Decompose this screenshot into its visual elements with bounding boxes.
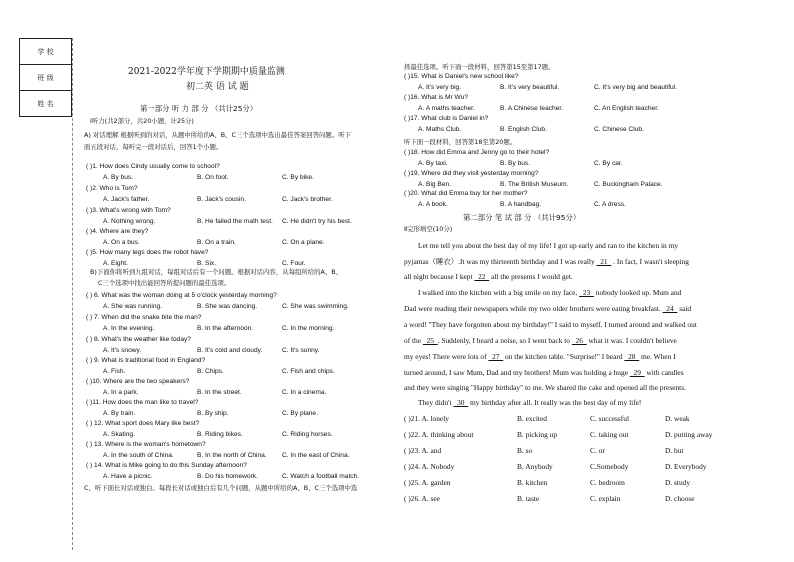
option-b: B. picking up xyxy=(517,430,558,439)
passage-text: what it was. I couldn't believe xyxy=(586,336,677,345)
option-a: A. In a park. xyxy=(103,389,139,396)
option-a: A. It's very big. xyxy=(418,84,462,91)
option-c: C. explain xyxy=(590,494,621,503)
blank-27[interactable]: 27 xyxy=(488,352,504,361)
part1-heading: 第一部分 听 力 部 分 （共计25分） xyxy=(140,104,258,113)
option-a: A. She was running. xyxy=(103,303,163,310)
instruction-b-line1: B)下面你将听到九组对话，每组对话后有一个问题。根据对话内容，从每组所给的A、B、 xyxy=(90,268,343,276)
option-b: B. so xyxy=(517,446,533,455)
option-b: B. By bus. xyxy=(500,160,531,167)
option-b: B. On a train. xyxy=(197,239,236,246)
passage-text: I walked into the kitchen with a big smile on my face, xyxy=(418,288,580,297)
blank-29[interactable]: 29 xyxy=(629,368,645,377)
option-a: A. Nothing wrong. xyxy=(103,218,156,225)
cloze-question-26: ( )26. A. see xyxy=(404,494,440,503)
option-a: A. Fish. xyxy=(103,368,126,375)
question-9: ( ) 9. What is traditional food in England? xyxy=(86,357,206,364)
option-b: B. Anybody xyxy=(517,462,553,471)
option-c: C. In a cinema. xyxy=(282,389,327,396)
option-c: C. By car. xyxy=(594,160,623,167)
blank-22[interactable]: 22 xyxy=(474,272,490,281)
option-c: C. By plane. xyxy=(282,410,318,417)
option-b: B. A Chinese teacher. xyxy=(500,105,564,112)
option-d: D. choose xyxy=(665,494,695,503)
cloze-question-21: ( )21. A. lonely xyxy=(404,414,449,423)
question-15: ( )15. What is Daniel's new school like? xyxy=(404,73,519,80)
option-c: C. taking out xyxy=(590,430,629,439)
question-18: ( )18. How did Emma and Jenny go to their hotel? xyxy=(404,149,550,156)
option-b: B. In the north of China. xyxy=(197,452,267,459)
option-d: D. Everybody xyxy=(665,462,707,471)
option-b: B. By ship. xyxy=(197,410,229,417)
option-c: C. Chinese Club. xyxy=(594,126,644,133)
question-12: ( ) 12. What sport does Mary like best? xyxy=(86,420,200,427)
passage-text: all the presents I would get. xyxy=(489,272,573,281)
option-a: A. By bus. xyxy=(103,174,134,181)
passage-line xyxy=(418,288,681,297)
option-b: B. He failed the math test. xyxy=(197,218,273,225)
option-a: A. Maths Club. xyxy=(418,126,462,133)
option-a: A. By taxi. xyxy=(418,160,448,167)
option-b: B. Six. xyxy=(197,260,217,267)
instruction-a-line1: A) 对话理解 根据听到的对话，从题中所给的A、B、C三个选项中选出最佳答案回答问题。听下 xyxy=(84,131,351,139)
option-d: D. weak xyxy=(665,414,690,423)
passage-text: nobody looked up. Mum and xyxy=(593,288,682,297)
passage-text: They didn't xyxy=(418,398,454,407)
passage-line xyxy=(404,352,676,361)
passage-text: said xyxy=(677,304,692,313)
passage-text: my birthday after all. It really was the best day of my life! xyxy=(468,398,642,407)
option-a: A. On a bus. xyxy=(103,239,140,246)
question-16: ( )16. What is Mr Wu? xyxy=(404,94,468,101)
option-c: C. Buckingham Palace. xyxy=(594,181,663,188)
listening-intro-18-20: 听下面一段材料，回答第18至第20题。 xyxy=(404,138,517,146)
school-label: 学 校 xyxy=(20,39,72,65)
option-a: A. In the evening. xyxy=(103,325,155,332)
blank-24[interactable]: 24 xyxy=(662,304,678,313)
passage-line xyxy=(404,272,573,281)
option-b: B. Do his homework. xyxy=(197,473,258,480)
cloze-heading: Ⅱ完形填空(10分) xyxy=(404,225,453,233)
question-10: ( )10. Where are the two speakers? xyxy=(86,378,190,385)
option-a: A. Big Ben. xyxy=(418,181,451,188)
exam-title: 2021-2022学年度下学期期中质量监测 xyxy=(128,67,285,77)
option-b: B. In the street. xyxy=(197,389,242,396)
passage-line xyxy=(404,383,686,392)
option-b: B. Chips. xyxy=(197,368,224,375)
option-c: C. A dress. xyxy=(594,201,626,208)
section1-title: Ⅰ听力(共2部分，共20小题，计25分) xyxy=(90,117,194,125)
passage-line xyxy=(418,398,641,407)
option-c: C. In the morning. xyxy=(282,325,335,332)
question-20: ( )20. What did Emma buy for her mother? xyxy=(404,190,528,197)
option-c: C. On a plane. xyxy=(282,239,325,246)
option-c: C. In the east of China. xyxy=(282,452,350,459)
question-6: ( ) 6. What was the woman doing at 5 o'clock yesterday morning? xyxy=(86,292,277,299)
option-c: C. It's very big and beautiful. xyxy=(594,84,677,91)
binding-line xyxy=(72,38,74,550)
option-c: C. By bike. xyxy=(282,174,314,181)
option-c: C. It's sunny. xyxy=(282,347,320,354)
question-2: ( )2. Who is Tom? xyxy=(86,185,138,192)
blank-30[interactable]: 30 xyxy=(453,398,469,407)
question-7: ( ) 7. When did the snake bite the man? xyxy=(86,314,202,321)
passage-text: and they were singing "Happy birthday" to me. We shared the cake and opened all the presents. xyxy=(404,383,686,392)
option-d: D. putting away xyxy=(665,430,713,439)
option-a: A. A book. xyxy=(418,201,448,208)
option-b: B. Jack's cousin. xyxy=(197,196,246,203)
student-info-table xyxy=(19,38,72,117)
option-b: B. She was dancing. xyxy=(197,303,258,310)
question-17: ( )17. What club is Daniel in? xyxy=(404,115,489,122)
passage-line xyxy=(404,368,684,377)
passage-text: . In fact, I wasn't sleeping xyxy=(611,257,689,266)
name-label: 姓 名 xyxy=(20,91,72,117)
passage-text: my eyes! There were lots of xyxy=(404,352,489,361)
option-c: C. He didn't try his best. xyxy=(282,218,352,225)
option-a: A. It's snowy. xyxy=(103,347,142,354)
option-a: A. Jack's father. xyxy=(103,196,150,203)
option-c: C. Riding horses. xyxy=(282,431,333,438)
question-13: ( ) 13. Where is the woman's hometown? xyxy=(86,441,206,448)
blank-25[interactable]: 25 xyxy=(422,336,438,345)
blank-28[interactable]: 28 xyxy=(624,352,640,361)
question-8: ( ) 8. What's the weather like today? xyxy=(86,336,191,343)
passage-line xyxy=(404,320,697,329)
passage-text: of the xyxy=(404,336,423,345)
option-b: B. In the afternoon. xyxy=(197,325,254,332)
option-c: C. An English teacher. xyxy=(594,105,659,112)
question-5: ( )5. How many legs does the robot have? xyxy=(86,249,209,256)
passage-text: . Suddenly, I heard a noise, so I went back to xyxy=(437,336,572,345)
option-c: C. Four. xyxy=(282,260,306,267)
blank-26[interactable]: 26 xyxy=(571,336,587,345)
part2-heading: 第二部分 笔 试 部 分 （共计95分） xyxy=(463,213,581,222)
option-a: A. Skating. xyxy=(103,431,135,438)
instruction-b-line2: C三个选项中找出能回答所提问题的最佳选项。 xyxy=(98,279,231,287)
question-4: ( )4. Where are they? xyxy=(86,228,149,235)
option-c: C. bedroom xyxy=(590,478,625,487)
option-b: B. It's very beautiful. xyxy=(500,84,560,91)
passage-text: turned around, I saw Mum, Dad and my brothers! Mum was holding a huge xyxy=(404,368,630,377)
question-11: ( )11. How does the man like to travel? xyxy=(86,399,199,406)
listening-intro-15-17: 择最佳选项。听下面一段材料，回答第15至第17题。 xyxy=(404,63,555,71)
passage-text: me. When I xyxy=(639,352,676,361)
option-b: B. kitchen xyxy=(517,478,548,487)
cloze-question-24: ( )24. A. Nobody xyxy=(404,462,455,471)
cloze-question-22: ( )22. A. thinking about xyxy=(404,430,474,439)
passage-text: Let me tell you about the best day of my life! I got up early and ran to the kitchen in my xyxy=(418,241,679,250)
question-19: ( )19. Where did they visit yesterday morning? xyxy=(404,170,539,177)
question-14: ( ) 14. What is Mike going to do this Sunday afternoon? xyxy=(86,462,247,469)
instruction-a-line2: 面五段对话，每听完一段对话后，回答1个小题。 xyxy=(84,143,223,151)
passage-text: all night because I kept xyxy=(404,272,475,281)
option-a: A. A maths teacher. xyxy=(418,105,475,112)
option-b: B. English Club. xyxy=(500,126,547,133)
option-c: C. successful xyxy=(590,414,629,423)
cloze-question-23: ( )23. A. and xyxy=(404,446,442,455)
option-d: D. study xyxy=(665,478,691,487)
option-a: A. In the south of China. xyxy=(103,452,174,459)
option-c: C. Fish and chips. xyxy=(282,368,335,375)
option-b: B. Riding bikes. xyxy=(197,431,243,438)
passage-line xyxy=(404,257,689,266)
passage-line xyxy=(418,241,678,250)
blank-23[interactable]: 23 xyxy=(579,288,594,297)
option-b: B. A handbag. xyxy=(500,201,542,208)
option-c: C. Jack's brother. xyxy=(282,196,333,203)
option-b: B. The British Museum. xyxy=(500,181,569,188)
passage-text: Dad were reading their newspapers while my two older brothers were eating breakfast. xyxy=(404,304,663,313)
passage-text: pyjamas（睡衣）.It was my thirteenth birthday and I was really xyxy=(404,257,597,266)
passage-line xyxy=(404,304,691,313)
question-1: ( )1. How does Cindy usually come to school? xyxy=(86,163,220,170)
exam-subtitle: 初二英 语 试 题 xyxy=(186,82,249,92)
passage-line xyxy=(404,336,677,345)
passage-text: a word! "They have forgotten about my birthday!" I said to myself. I turned around and walked out xyxy=(404,320,697,329)
option-c: C. or xyxy=(590,446,605,455)
option-a: A. Have a picnic. xyxy=(103,473,153,480)
passage-text: with candles xyxy=(644,368,684,377)
option-a: A. By train. xyxy=(103,410,136,417)
instruction-c: C、听下面长对话或独白。每段长对话或独白后有几个问题，从题中所给的A、B、C三个选项中选 xyxy=(84,484,358,492)
option-b: B. It's cold and cloudy. xyxy=(197,347,263,354)
blank-21[interactable]: 21 xyxy=(596,257,612,266)
option-a: A. Eight. xyxy=(103,260,128,267)
cloze-question-25: ( )25. A. garden xyxy=(404,478,451,487)
option-c: C. Watch a football match. xyxy=(282,473,360,480)
question-3: ( )3. What's wrong with Tom? xyxy=(86,207,171,214)
option-b: B. excited xyxy=(517,414,547,423)
passage-text: on the kitchen table. "Surprise!" I heard xyxy=(503,352,625,361)
option-c: C.Somebody xyxy=(590,462,629,471)
option-b: B. On foot. xyxy=(197,174,229,181)
option-c: C. She was swimming. xyxy=(282,303,349,310)
option-b: B. taste xyxy=(517,494,540,503)
option-d: D. but xyxy=(665,446,684,455)
class-label: 班 级 xyxy=(20,65,72,91)
